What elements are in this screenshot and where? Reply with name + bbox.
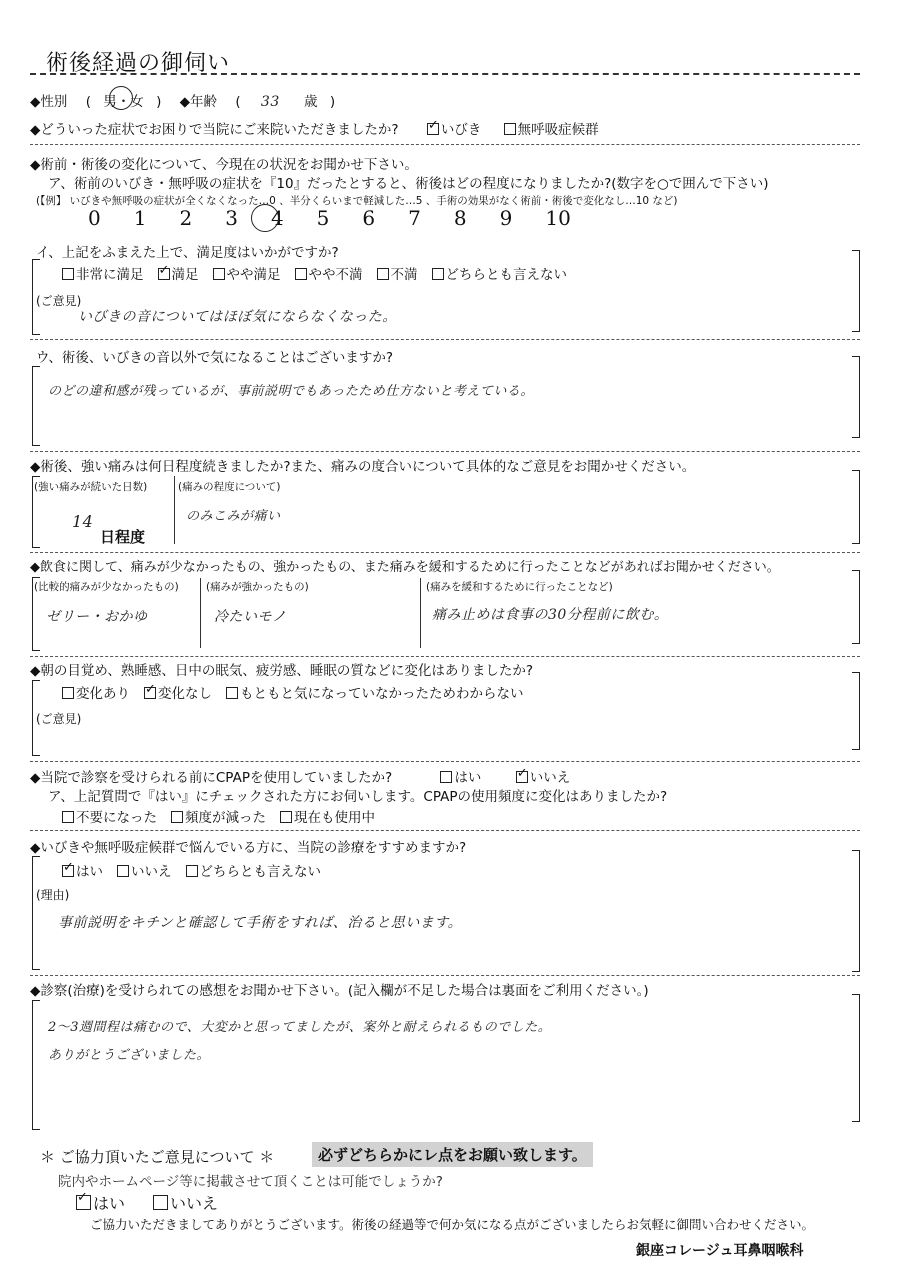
q8-sub-option-still-using[interactable]: 現在も使用中 [280,810,375,826]
checkbox-icon[interactable] [377,268,389,280]
q6-divider-1 [200,578,201,648]
q9-options [62,860,335,880]
gender-open: ( [85,94,91,110]
checkbox-icon[interactable] [62,811,74,823]
section-divider [30,975,860,976]
q3-bracket-right [852,250,860,332]
checkbox-icon[interactable] [516,771,528,783]
checkbox-icon[interactable] [117,865,129,877]
q9-answer[interactable]: 事前説明をキチンと確認して手術をすれば、治ると思います。 [58,915,463,931]
checkbox-icon[interactable] [427,123,439,135]
scale-8[interactable]: 8 [453,206,467,230]
q6-col3-answer[interactable]: 痛み止めは食事の30分程前に飲む。 [432,607,669,623]
q4-text: ウ、術後、いびきの音以外で気になることはございますか? [36,350,394,366]
q5-bracket-right [852,470,860,544]
footer-notice: 必ずどちらかにレ点をお願い致します。 [312,1142,593,1167]
gender-female[interactable]: 女 [130,94,144,110]
q5-days-unit: 日程度 [100,528,146,546]
checkbox-icon[interactable] [504,123,516,135]
q7-option-unknown[interactable]: もともと気になっていなかったためわからない [226,686,524,702]
q5-text: ◆術後、強い痛みは何日程度続きましたか?また、痛みの度合いについて具体的なご意見をお聞かせください。 [30,459,696,475]
q5-degree-answer[interactable]: のみこみが痛い [186,509,281,524]
q4-bracket-left [32,366,40,446]
checkbox-icon[interactable] [171,811,183,823]
q10-answer-line1[interactable]: 2〜3週間程は痛むので、大変かと思ってましたが、案外と耐えられるものでした。 [48,1020,552,1035]
q6-divider-2 [420,578,421,648]
q7-text: ◆朝の目覚め、熟睡感、日中の眠気、疲労感、睡眠の質などに変化はありましたか? [30,663,534,679]
checkbox-icon[interactable] [295,268,307,280]
section-divider [30,451,860,452]
age-label: ◆年齢 [179,94,218,110]
section-divider [30,339,860,340]
footer-options [76,1191,218,1214]
scale-selected-circle [251,204,279,232]
clinic-name: 銀座コレージュ耳鼻咽喉科 [636,1243,804,1259]
footer-question: 院内やホームページ等に掲載させて頂くことは可能でしょうか? [58,1174,443,1190]
q9-option-yes[interactable]: ✓はい [62,864,103,880]
q2-example: (【例】 いびきや無呼吸の症状が全くなくなった…0 、半分くらいまで軽減した…5 、手術の効果がなく術前・術後で変化なし…10 など) [36,195,678,207]
q3-option-unsatisfied[interactable]: 不満 [377,267,418,283]
age-value[interactable]: 33 [260,94,280,110]
checkbox-icon[interactable] [62,268,74,280]
q7-opinion-label: (ご意見) [36,712,82,726]
q9-option-neither[interactable]: どちらとも言えない [186,864,322,880]
q5-days-label: (強い痛みが続いた日数) [34,481,148,493]
q10-text: ◆診察(治療)を受けられての感想をお聞かせ下さい。(記入欄が不足した場合は裏面をご利用ください。) [30,983,649,999]
gender-close: ) [156,94,162,110]
checkbox-icon[interactable] [144,687,156,699]
gender-selected-circle [109,86,133,110]
q6-col2-label: (痛みが強かったもの) [206,581,309,593]
q6-text: ◆飲食に関して、痛みが少なかったもの、強かったもの、また痛みを緩和するために行ったことなどがあればお聞かせください。 [30,560,780,575]
q8-sub-option-unneeded[interactable]: 不要になった [62,810,157,826]
age-open: ( [235,94,241,110]
q1-row [30,118,599,138]
section-divider [30,552,860,553]
page-title: 術後経過の御伺い [46,51,231,76]
scale-0[interactable]: 0 [88,206,101,230]
q9-reason-label: (理由) [36,888,70,902]
q7-option-changed[interactable]: 変化あり [62,686,130,702]
scale-9[interactable]: 9 [499,206,513,230]
scale-2[interactable]: 2 [179,206,193,230]
q1-option-apnea[interactable]: 無呼吸症候群 [504,122,599,138]
checkbox-icon[interactable] [186,865,198,877]
section-divider [30,144,860,145]
q7-option-unchanged[interactable]: ✓ 変化なし [144,686,212,702]
q8-sub-options [62,806,389,826]
section-divider [30,830,860,831]
q7-bracket-right [852,672,860,750]
q9-text: ◆いびきや無呼吸症候群で悩んでいる方に、当院の診療をすすめますか? [30,840,467,856]
checkbox-icon[interactable] [213,268,225,280]
q9-bracket-right [852,850,860,972]
q3-option-satisfied[interactable]: ✓ 満足 [158,267,199,283]
q1-option-snoring[interactable]: ✓ いびき [427,122,482,138]
checkbox-icon[interactable] [62,687,74,699]
q9-bracket-left [32,856,40,970]
checkbox-icon[interactable] [62,865,74,877]
q6-col1-answer[interactable]: ゼリー・おかゆ [46,609,148,625]
q2-sub-a: ア、術前のいびき・無呼吸の症状を『10』だったとすると、術後はどの程度になりましたか?(数字を○で囲んで下さい) [48,176,769,192]
scale-5[interactable]: 5 [316,206,330,230]
q3-answer[interactable]: いびきの音についてはほぼ気にならなくなった。 [78,309,397,325]
q7-options [62,682,538,702]
checkbox-icon[interactable] [280,811,292,823]
footer-cooperation: ＊ ご協力頂いたご意見について ＊ [40,1148,275,1166]
q1-text: ◆どういった症状でお困りで当院にご来院いただきましたか? [30,122,399,138]
q4-answer[interactable]: のどの違和感が残っているが、事前説明でもあったため仕方ないと考えている。 [48,384,534,399]
q5-degree-label: (痛みの程度について) [178,481,281,493]
q8-option-no[interactable]: ✓ いいえ [516,770,571,786]
checkbox-icon[interactable] [158,268,170,280]
checkbox-icon[interactable] [440,771,452,783]
q8-sub-option-reduced[interactable]: 頻度が減った [171,810,266,826]
q10-bracket-left [32,1000,40,1130]
scale-10[interactable]: 10 [545,206,571,230]
q8-row [30,766,570,786]
q6-col3-label: (痛みを緩和するために行ったことなど) [426,581,613,593]
title-divider [30,73,860,75]
q5-divider [174,476,175,544]
q3-option-somewhat-satisfied[interactable]: やや満足 [213,267,281,283]
q8-text: ◆当院で診察を受けられる前にCPAPを使用していましたか? [30,770,393,786]
q2-text: ◆術前・術後の変化について、今現在の状況をお聞かせ下さい。 [30,157,418,173]
scale-7[interactable]: 7 [408,206,421,230]
q4-bracket-right [852,356,860,438]
q3-text: イ、上記をふまえた上で、満足度はいかがですか? [36,245,339,261]
q3-opinion-label: (ご意見) [36,294,82,308]
gender-sep: ・ [116,94,131,110]
q10-answer-line2[interactable]: ありがとうございました。 [48,1048,211,1063]
section-divider [30,761,860,762]
checkbox-icon[interactable] [76,1195,91,1210]
gender-label: ◆性別 [30,94,68,110]
age-close: ) [329,94,336,110]
q6-bracket-right [852,570,860,644]
checkbox-icon[interactable] [432,268,444,280]
q8-sub-a: ア、上記質問で『はい』にチェックされた方にお伺いします。CPAPの使用頻度に変化はありましたか? [48,789,668,805]
q5-days-value[interactable]: 14 [72,512,94,531]
q9-option-no[interactable]: いいえ [117,864,172,880]
footer-thanks: ご協力いただきましてありがとうございます。術後の経過等で何か気になる点がございましたらお気軽に御問い合わせください。 [90,1217,815,1232]
q10-bracket-right [852,994,860,1122]
q6-col1-label: (比較的痛みが少なかったもの) [34,581,179,593]
checkbox-icon[interactable] [153,1195,168,1210]
scale-1[interactable]: 1 [133,206,147,230]
q3-options [62,263,581,283]
checkbox-icon[interactable] [226,687,238,699]
q3-option-neither[interactable]: どちらとも言えない [432,267,568,283]
scale-6[interactable]: 6 [362,206,376,230]
footer-option-yes[interactable]: ✓はい [76,1194,125,1213]
scale-3[interactable]: 3 [225,206,238,230]
gender-male[interactable]: 男 [103,94,117,110]
scale-4[interactable]: 4 [270,206,284,230]
age-unit: 歳 [304,94,318,110]
gender-row [30,90,335,110]
section-divider [30,656,860,657]
q6-col2-answer[interactable]: 冷たいモノ [214,609,287,625]
q2-scale [88,206,571,230]
q3-option-very-satisfied[interactable]: 非常に満足 [62,267,144,283]
q3-option-somewhat-unsatisfied[interactable]: やや不満 [295,267,363,283]
footer-option-no[interactable]: いいえ [153,1194,218,1213]
q8-option-yes[interactable]: はい [440,770,481,786]
